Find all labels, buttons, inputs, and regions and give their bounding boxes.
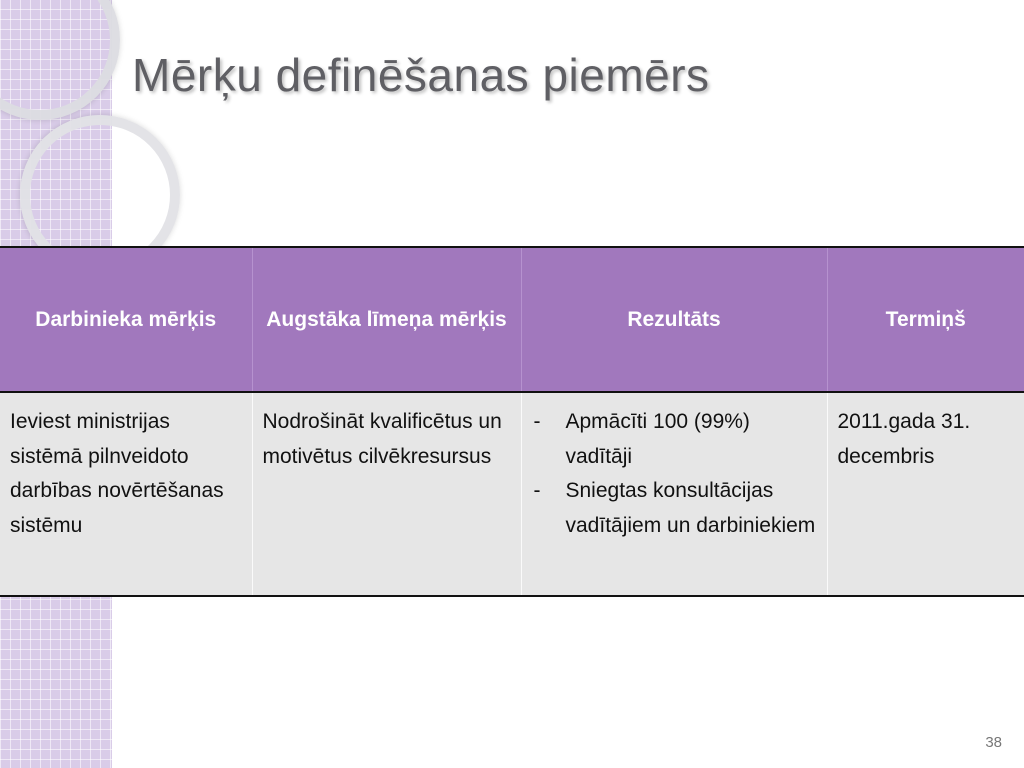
page-number: 38: [985, 734, 1002, 751]
header-result: Rezultāts: [521, 248, 827, 392]
goals-table: [0, 246, 1024, 597]
result-item-text: Apmācīti 100 (99%) vadītāji: [565, 410, 750, 468]
result-item: - Apmācīti 100 (99%) vadītāji: [533, 410, 750, 468]
cell-higher-goal: Nodrošināt kvalificētus un motivētus cilvēkresursus: [252, 392, 521, 595]
table-row: [0, 392, 1024, 595]
table-header-row: [0, 248, 1024, 392]
cell-deadline: 2011.gada 31. decembris: [827, 392, 1024, 595]
cell-results: [521, 392, 827, 595]
slide-title: Mērķu definēšanas piemērs: [132, 49, 710, 101]
result-item-text: Sniegtas konsultācijas vadītājiem un darbiniekiem: [565, 479, 816, 537]
results-list: [532, 405, 817, 544]
cell-employee-goal: Ieviest ministrijas sistēmā pilnveidoto darbības novērtēšanas sistēmu: [0, 392, 252, 595]
result-item: - Sniegtas konsultācijas vadītājiem un darbiniekiem: [533, 479, 816, 537]
header-higher-goal: Augstāka līmeņa mērķis: [252, 248, 521, 392]
header-employee-goal: Darbinieka mērķis: [0, 248, 252, 392]
header-deadline: Termiņš: [827, 248, 1024, 392]
